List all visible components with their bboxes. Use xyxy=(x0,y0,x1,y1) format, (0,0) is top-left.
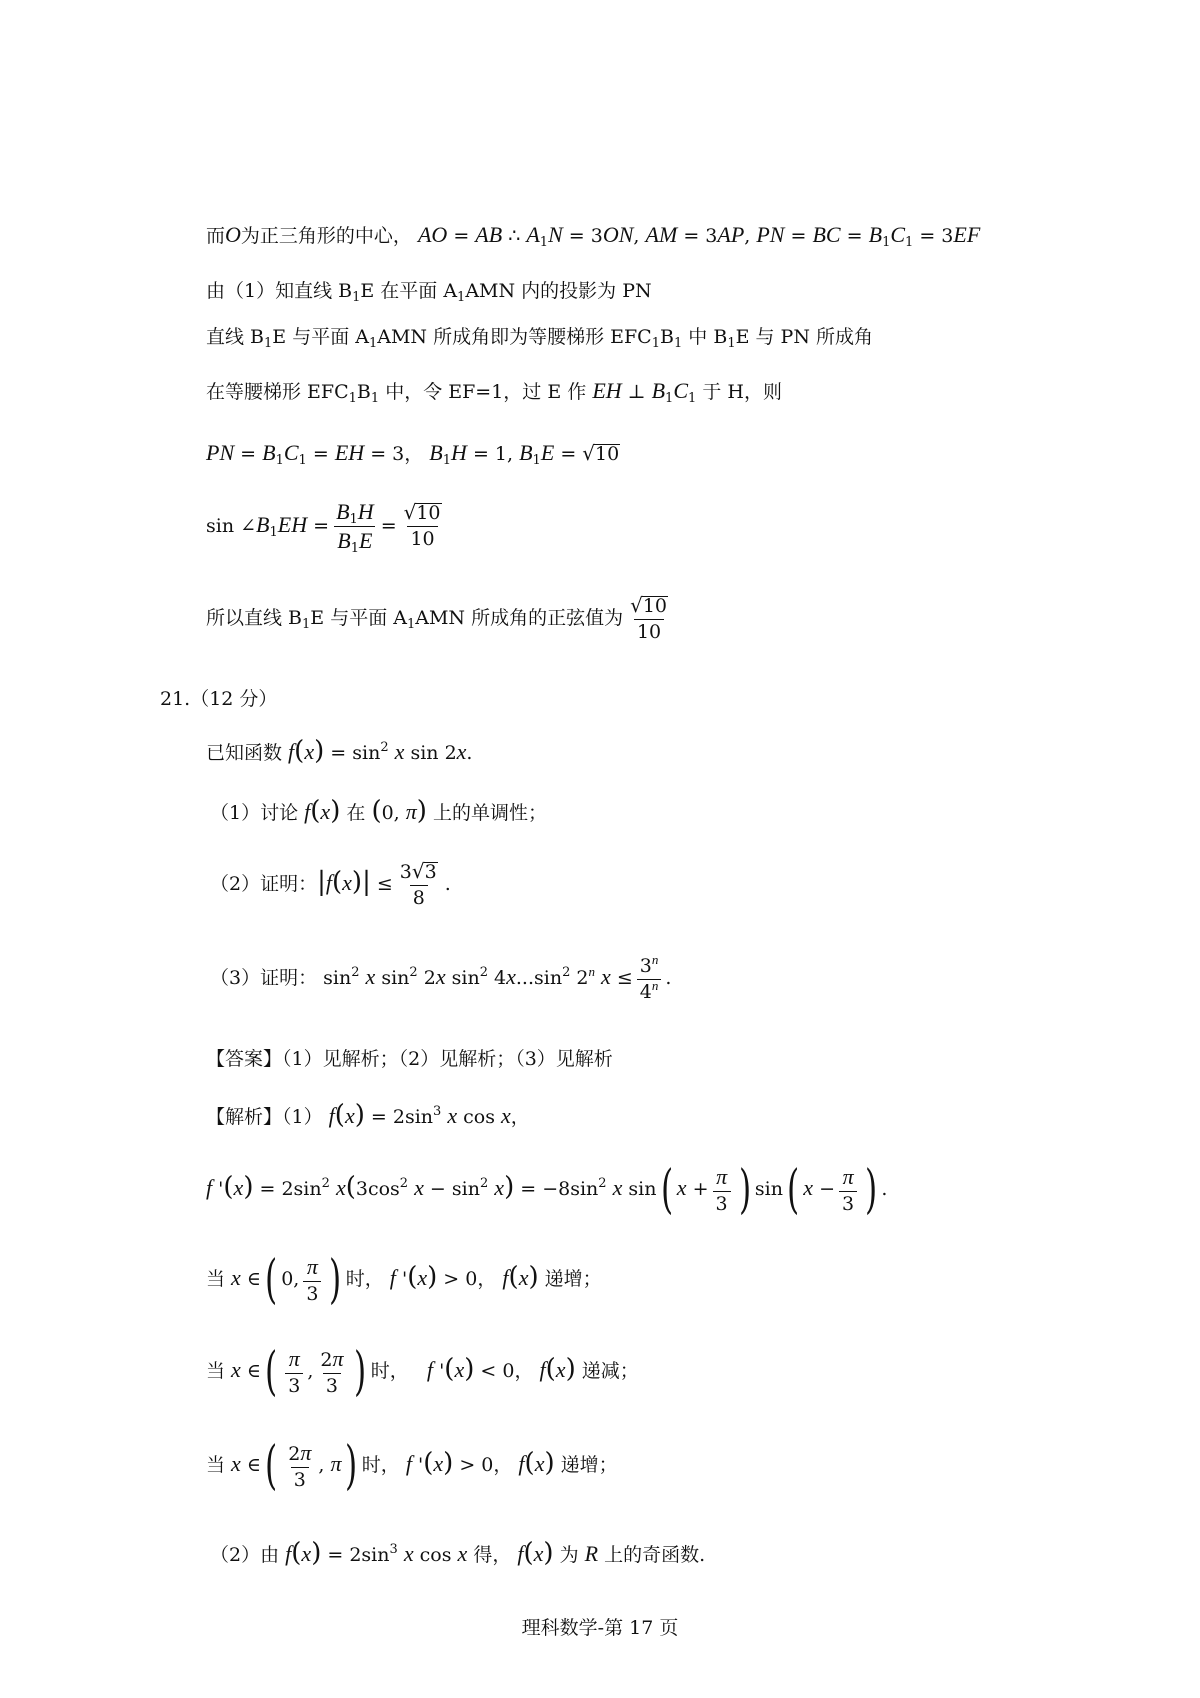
question-number: 21. xyxy=(160,688,191,710)
text-line-3 xyxy=(206,326,873,349)
text-line-1 xyxy=(206,222,980,248)
text-line-7 xyxy=(206,593,675,643)
text-line-5 xyxy=(206,440,620,466)
answer-label: 【答案】 xyxy=(206,1048,283,1070)
answer-text: （1）见解析；（2）见解析；（3）见解析 xyxy=(282,1048,613,1070)
solution-label: 【解析】 xyxy=(206,1106,283,1128)
line-7-content: 所以直线 $B_1E$ 与平面 $A_1AMN$ 所成角的正弦值为 √ 10 10 xyxy=(206,593,667,643)
question-21-header xyxy=(160,684,277,711)
text-line-2 xyxy=(206,280,652,303)
question-part-3: （3）证明： $\sin^2 x$ $\sin^2 2x$ $\sin^2 4x...\sin^2$ 2$^n$ x ≤ $\frac{3^n}{4^n}$ . xyxy=(210,952,672,1003)
line-5-content: PN = $B_1C_1$ = EH = 3， $B_1H = 1$, $B_1E$ = √ 10 xyxy=(206,440,620,468)
text-line-4 xyxy=(206,378,782,404)
text-line-6 xyxy=(206,499,449,557)
solution-line-4: 当 x ∈( $\frac{\pi}{3}$ , $\frac{2\pi}{3}$ ) 时， f '(x) < 0， f(x) 递减； xyxy=(206,1342,639,1402)
page-footer: 理科数学-第 17 页 xyxy=(521,1617,679,1639)
solution-line-5: 当 x ∈( $\frac{2\pi}{3}$ , π) 时， f '(x) > 0， f(x) 递增； xyxy=(206,1436,618,1496)
solution-line-6: （2）由 $f(x) = 2\sin^3$ x cos x 得， f(x) 为 R 上的奇函数. xyxy=(210,1538,706,1568)
question-stem: 已知函数 $f(x) = \sin^2 x$ sin 2x. xyxy=(206,736,473,766)
question-part-1: （1）讨论 f(x) 在 (0, π) 上的单调性； xyxy=(210,796,547,826)
question-part-2: （2）证明：|f(x)| ≤ 3 √ 3 8 . xyxy=(210,859,451,909)
solution-line-3: 当 x ∈( 0, $\frac{\pi}{3}$ ) 时， f '(x) > 0， f(x) 递增； xyxy=(206,1250,602,1310)
line-6-content: $\sin \angle B_1EH$ = $\frac{B_1H}{B_1E}$ = √ 10 10 xyxy=(206,499,441,557)
answer-line xyxy=(206,1048,613,1071)
line-2-content: 由（1）知直线 $B_1E$ 在平面 $A_1AMN$ 内的投影为 PN xyxy=(206,280,652,305)
line-4-content: 在等腰梯形 $EFC_1B_1$ 中，令 EF=1，过 E 作 EH ⊥ $B_1C_1$ 于 H，则 xyxy=(206,378,782,406)
solution-line-1: 【解析】（1） $f(x) = 2\sin^3$ x cos x， xyxy=(206,1100,530,1130)
solution-line-2: f '$(x) = 2\sin^2$ $x(3\cos^2$ $x - \sin^2 x) = -8\sin^2$ x sin( x + $\frac{\pi}{3}$ ) sin( x − $\frac{\pi}{3}$ ) . xyxy=(206,1160,888,1220)
line-3-content: 直线 $B_1E$ 与平面 $A_1AMN$ 所成角即为等腰梯形 $EFC_1B_1$ 中 $B_1E$ 与 PN 所成角 xyxy=(206,326,873,351)
question-points: （12 分） xyxy=(190,688,278,710)
line-1-content: 而O为正三角形的中心， AO = AB ∴ $A_1N = 3ON$, AM = 3AP, PN = BC = $B_1C_1 = 3EF$ xyxy=(206,222,981,250)
